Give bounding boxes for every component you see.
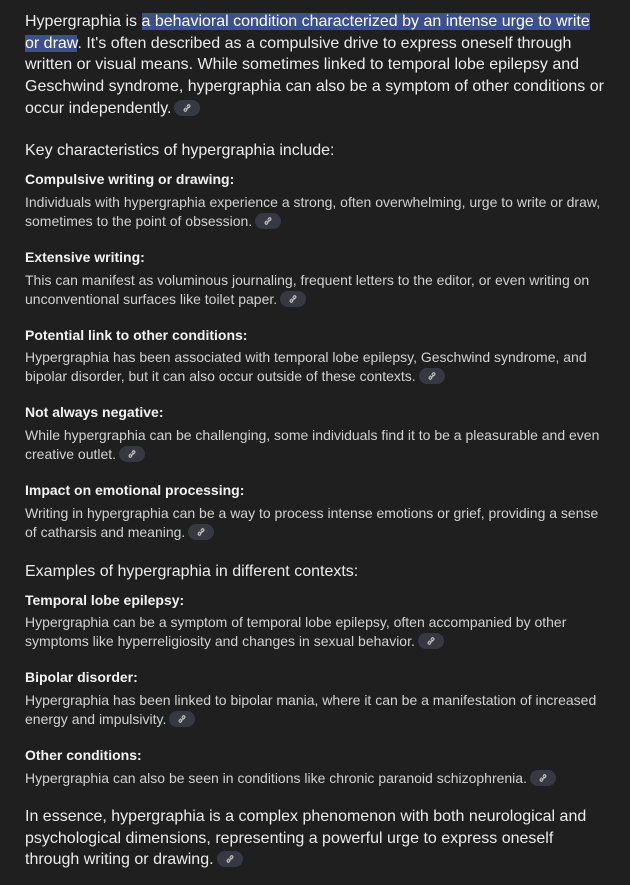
list-item xyxy=(25,248,605,310)
link-icon xyxy=(182,103,192,113)
source-link-button[interactable] xyxy=(174,100,200,116)
list-item xyxy=(25,481,605,543)
source-link-button[interactable] xyxy=(217,851,243,867)
item-body-text: This can manifest as voluminous journaling, frequent letters to the editor, or even writing on unconventional surfaces like toilet paper. xyxy=(25,271,590,308)
item-body xyxy=(25,613,605,652)
item-body xyxy=(25,348,605,387)
item-body xyxy=(25,426,605,465)
link-icon xyxy=(177,714,187,724)
list-item xyxy=(25,591,605,652)
link-icon xyxy=(288,294,298,304)
source-link-button[interactable] xyxy=(418,633,444,649)
item-title: Other conditions: xyxy=(25,746,142,763)
source-link-button[interactable] xyxy=(530,770,556,786)
source-link-button[interactable] xyxy=(280,291,306,307)
item-body-text: Hypergraphia can be a symptom of temporal lobe epilepsy, often accompanied by other symptoms like hyperreligiosity and changes in sexual behavior. xyxy=(25,613,567,650)
item-body xyxy=(25,769,605,789)
item-title: Impact on emotional processing: xyxy=(25,481,245,498)
link-icon xyxy=(426,636,436,646)
source-link-button[interactable] xyxy=(119,446,145,462)
item-body xyxy=(25,504,605,543)
item-body-text: Individuals with hypergraphia experience a strong, often overwhelming, urge to write or draw, sometimes to the point of obsession. xyxy=(25,193,601,230)
highlighted-text[interactable]: a behavioral condition characterized by an intense urge to write or draw xyxy=(25,13,590,52)
characteristics-heading: Key characteristics of hypergraphia include: xyxy=(25,141,335,159)
item-title: Extensive writing: xyxy=(25,248,145,265)
item-title: Temporal lobe epilepsy: xyxy=(25,591,185,608)
examples-heading: Examples of hypergraphia in different contexts: xyxy=(25,562,359,580)
list-item xyxy=(25,668,605,730)
list-item xyxy=(25,746,605,789)
link-icon xyxy=(538,773,548,783)
list-item xyxy=(25,403,605,465)
conclusion-text: In essence, hypergraphia is a complex phenomenon with both neurological and psychological dimensions, representing a powerful urge to express oneself through writing or drawing. xyxy=(25,808,587,869)
item-body-text: Writing in hypergraphia can be a way to process intense emotions or grief, providing a sense of catharsis and meaning. xyxy=(25,504,599,541)
list-item xyxy=(25,170,605,232)
item-body xyxy=(25,193,605,232)
link-icon xyxy=(263,216,273,226)
list-item xyxy=(25,326,605,387)
item-title: Potential link to other conditions: xyxy=(25,326,248,343)
item-body-text: While hypergraphia can be challenging, some individuals find it to be a pleasurable and even creative outlet. xyxy=(25,426,600,463)
intro-paragraph xyxy=(25,11,605,120)
item-body-text: Hypergraphia has been linked to bipolar mania, where it can be a manifestation of increased energy and impulsivity. xyxy=(25,691,597,728)
intro-before: Hypergraphia is xyxy=(25,13,142,30)
link-icon xyxy=(427,371,437,381)
link-icon xyxy=(196,527,206,537)
conclusion-paragraph xyxy=(25,806,605,871)
item-body xyxy=(25,271,605,310)
item-title: Not always negative: xyxy=(25,403,164,420)
link-icon xyxy=(225,854,235,864)
intro-after: . It's often described as a compulsive drive to express oneself through written or visual means. While sometimes linked to temporal lobe epilepsy and Geschwind syndrome, hypergraphia can also be a symptom of other conditions or occur independently. xyxy=(25,34,604,117)
link-icon xyxy=(127,449,137,459)
item-body-text: Hypergraphia has been associated with temporal lobe epilepsy, Geschwind syndrome, and bipolar disorder, but it can also occur outside of these contexts. xyxy=(25,348,587,385)
source-link-button[interactable] xyxy=(255,213,281,229)
item-title: Bipolar disorder: xyxy=(25,668,138,685)
item-title: Compulsive writing or drawing: xyxy=(25,170,235,187)
item-body-text: Hypergraphia can also be seen in conditions like chronic paranoid schizophrenia. xyxy=(25,769,527,786)
source-link-button[interactable] xyxy=(169,711,195,727)
source-link-button[interactable] xyxy=(188,524,214,540)
source-link-button[interactable] xyxy=(419,368,445,384)
item-body xyxy=(25,691,605,730)
